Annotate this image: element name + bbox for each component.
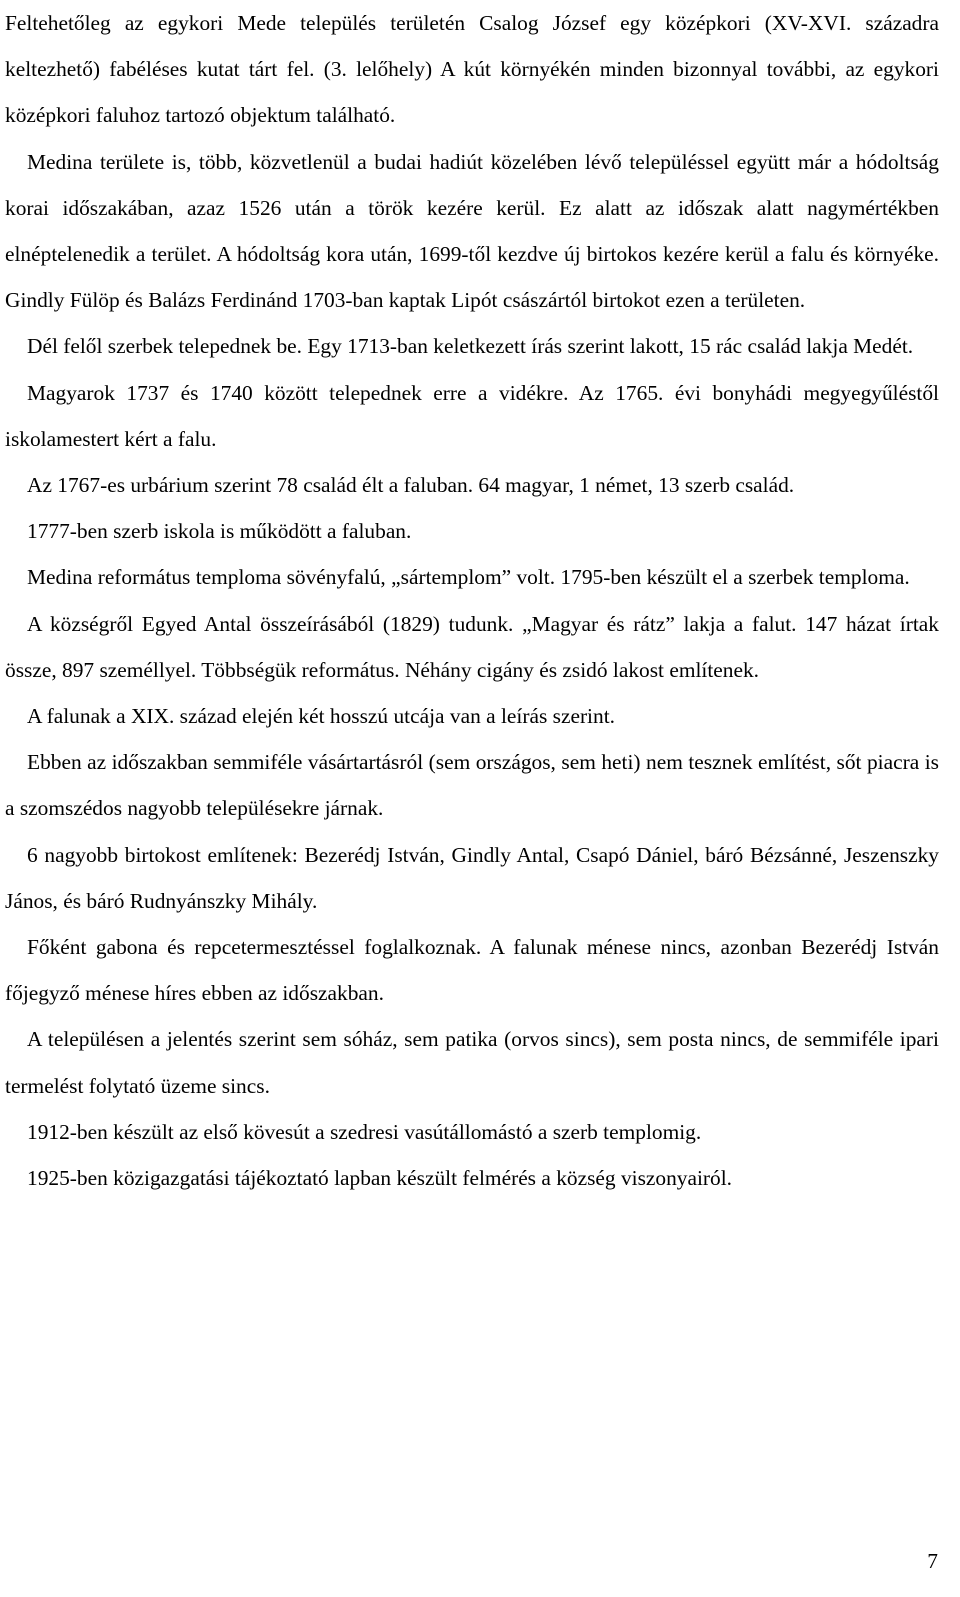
- page-number: 7: [927, 1549, 938, 1573]
- document-page: [5, 0, 939, 1201]
- paragraph-mede-well: Feltehetőleg az egykori Mede település területén Csalog József egy középkori (XV-XVI. századra keltezhető) fabéléses kutat tárt fel. (3. lelőhely) A kút környékén minden bizonnyal további, az egykori középkori faluhoz tartozó objektum található.: [5, 11, 939, 128]
- paragraph-survey-1925: 1925-ben közigazgatási tájékoztató lapban készült felmérés a község viszonyairól.: [27, 1166, 733, 1191]
- paragraph-streets: A falunak a XIX. század elején két hosszú utcája van a leírás szerint.: [27, 704, 615, 729]
- paragraph-landowners: 6 nagyobb birtokost említenek: Bezerédj István, Gindly Antal, Csapó Dániel, báró Bézsánné, Jeszenszky János, és báró Rudnyánszky Mihály.: [5, 842, 939, 913]
- paragraph-amenities: A településen a jelentés szerint sem sóház, sem patika (orvos sincs), sem posta nincs, de semmiféle ipari termelést folytató üzeme sincs.: [5, 1027, 939, 1098]
- paragraph-ottoman-era: Medina területe is, több, közvetlenül a budai hadiút közelében lévő településsel együtt már a hódoltság korai időszakában, azaz 1526 után a török kezére kerül. Ez alatt az időszak alatt nagymértékben elnéptelenedik a terület. A hódoltság kora után, 1699-től kezdve új birtokos kezére kerül a falu és környéke. Gindly Fülöp és Balázs Ferdinánd 1703-ban kaptak Lipót császártól birtokot ezen a területen.: [5, 149, 939, 313]
- paragraph-agriculture: Főként gabona és repcetermesztéssel foglalkoznak. A falunak ménese nincs, azonban Bezerédj István főjegyző ménese híres ebben az időszakban.: [5, 935, 939, 1006]
- paragraph-urbarium: Az 1767-es urbárium szerint 78 család élt a faluban. 64 magyar, 1 német, 13 szerb család.: [27, 473, 795, 498]
- paragraph-hungarians-settle: Magyarok 1737 és 1740 között telepednek erre a vidékre. Az 1765. évi bonyhádi megyegyűléstől iskolamestert kért a falu.: [5, 380, 939, 451]
- paragraph-egyed-census: A községről Egyed Antal összeírásából (1829) tudunk. „Magyar és rátz” lakja a falut. 147 házat írtak össze, 897 személlyel. Többségük református. Néhány cigány és zsidó lakost említenek.: [5, 611, 939, 682]
- paragraph-churches: Medina református temploma sövényfalú, „sártemplom” volt. 1795-ben készült el a szerbek temploma.: [27, 565, 910, 590]
- paragraph-markets: Ebben az időszakban semmiféle vásártartásról (sem országos, sem heti) nem tesznek említést, sőt piacra is a szomszédos nagyobb településekre járnak.: [5, 750, 939, 821]
- paragraph-serbian-school: 1777-ben szerb iskola is működött a faluban.: [27, 519, 412, 544]
- paragraph-road-1912: 1912-ben készült az első kövesút a szedresi vasútállomástó a szerb templomig.: [27, 1119, 702, 1144]
- paragraph-serbs-settle: Dél felől szerbek telepednek be. Egy 1713-ban keletkezett írás szerint lakott, 15 rác család lakja Medét.: [27, 334, 914, 359]
